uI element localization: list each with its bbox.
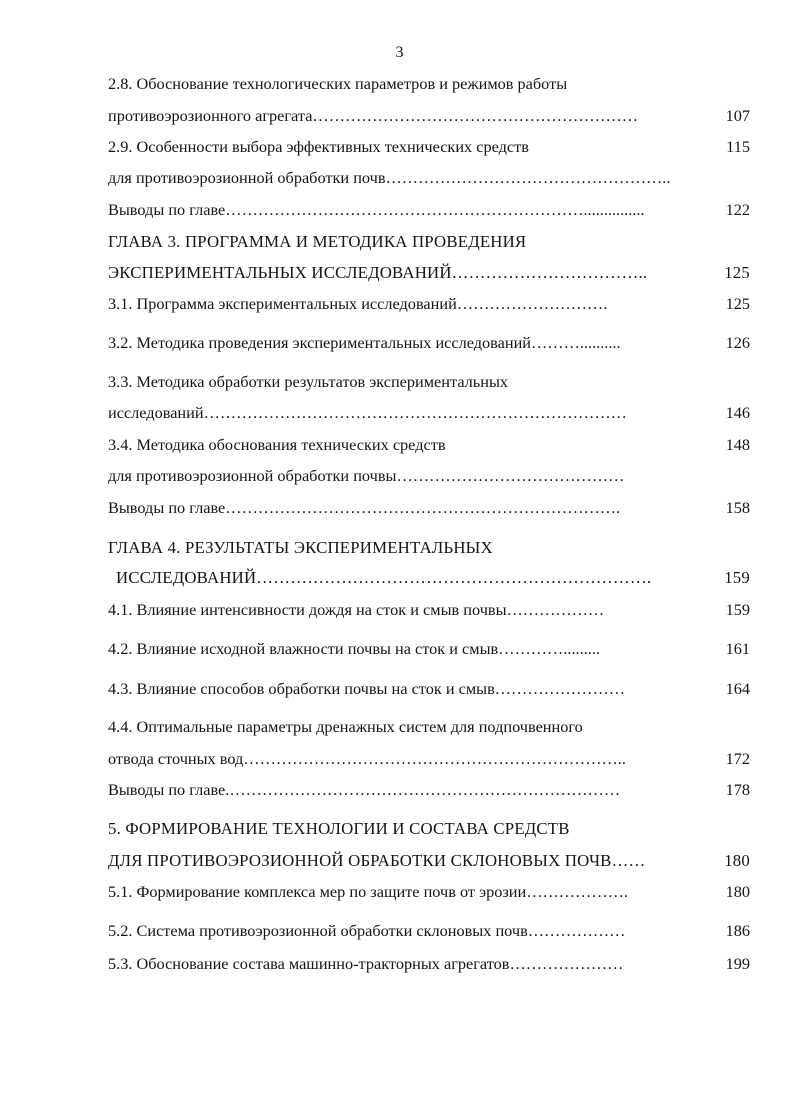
toc-line: для противоэрозионной обработки почвы…………………………………… bbox=[108, 466, 625, 485]
chapter-heading: ГЛАВА 3. ПРОГРАММА И МЕТОДИКА ПРОВЕДЕНИЯ bbox=[108, 232, 527, 251]
toc-line: 2.8. Обоснование технологических параметров и режимов работы bbox=[108, 74, 568, 93]
toc-line: 2.9. Особенности выбора эффективных технических средств 115 bbox=[108, 137, 750, 156]
toc-line: 3.4. Методика обоснования технических средств 148 bbox=[108, 435, 750, 454]
chapter-heading: ИССЛЕДОВАНИЙ……………………………………………………………. 159 bbox=[116, 568, 750, 587]
toc-line: Выводы по главе.……………………………………………………………… 178 bbox=[108, 780, 750, 799]
toc-line: 4.3. Влияние способов обработки почвы на сток и смыв…………………… 164 bbox=[108, 679, 750, 698]
toc-line: 4.1. Влияние интенсивности дождя на сток и смыв почвы……………… 159 bbox=[108, 600, 750, 619]
chapter-heading: ДЛЯ ПРОТИВОЭРОЗИОННОЙ ОБРАБОТКИ СКЛОНОВЫХ ПОЧВ…… 180 bbox=[108, 851, 750, 870]
toc-line: 5.1. Формирование комплекса мер по защите почв от эрозии………………. 180 bbox=[108, 882, 750, 901]
toc-line: 4.2. Влияние исходной влажности почвы на сток и смыв…………......... 161 bbox=[108, 639, 750, 658]
toc-line: 4.4. Оптимальные параметры дренажных систем для подпочвенного bbox=[108, 717, 583, 736]
toc-line: 5.2. Система противоэрозионной обработки склоновых почв……………… 186 bbox=[108, 921, 750, 940]
toc-line: 3.3. Методика обработки результатов экспериментальных bbox=[108, 372, 509, 391]
chapter-heading: ЭКСПЕРИМЕНТАЛЬНЫХ ИССЛЕДОВАНИЙ…………………………….. 125 bbox=[108, 263, 750, 282]
chapter-heading: 5. ФОРМИРОВАНИЕ ТЕХНОЛОГИИ И СОСТАВА СРЕДСТВ bbox=[108, 819, 570, 838]
toc-line: для противоэрозионной обработки почв…………………………………………….. bbox=[108, 168, 671, 187]
toc-line: 3.1. Программа экспериментальных исследований………………………. 125 bbox=[108, 294, 750, 313]
chapter-heading: ГЛАВА 4. РЕЗУЛЬТАТЫ ЭКСПЕРИМЕНТАЛЬНЫХ bbox=[108, 538, 493, 557]
toc-line: 3.2. Методика проведения экспериментальных исследований……….......... 126 bbox=[108, 333, 750, 352]
toc-line: противоэрозионного агрегата…………………………………………………… 107 bbox=[108, 106, 750, 125]
toc-line: Выводы по главе…………………………………………………………............... 122 bbox=[108, 200, 750, 219]
toc-line: Выводы по главе………………………………………………………………. 158 bbox=[108, 498, 750, 517]
toc-line: 5.3. Обоснование состава машинно-тракторных агрегатов………………… 199 bbox=[108, 954, 750, 973]
toc-line: исследований…………………………………………………………………… 146 bbox=[108, 403, 750, 422]
page-number: 3 bbox=[395, 44, 404, 61]
toc-line: отвода сточных вод…………………………………………………………….. 172 bbox=[108, 749, 750, 768]
